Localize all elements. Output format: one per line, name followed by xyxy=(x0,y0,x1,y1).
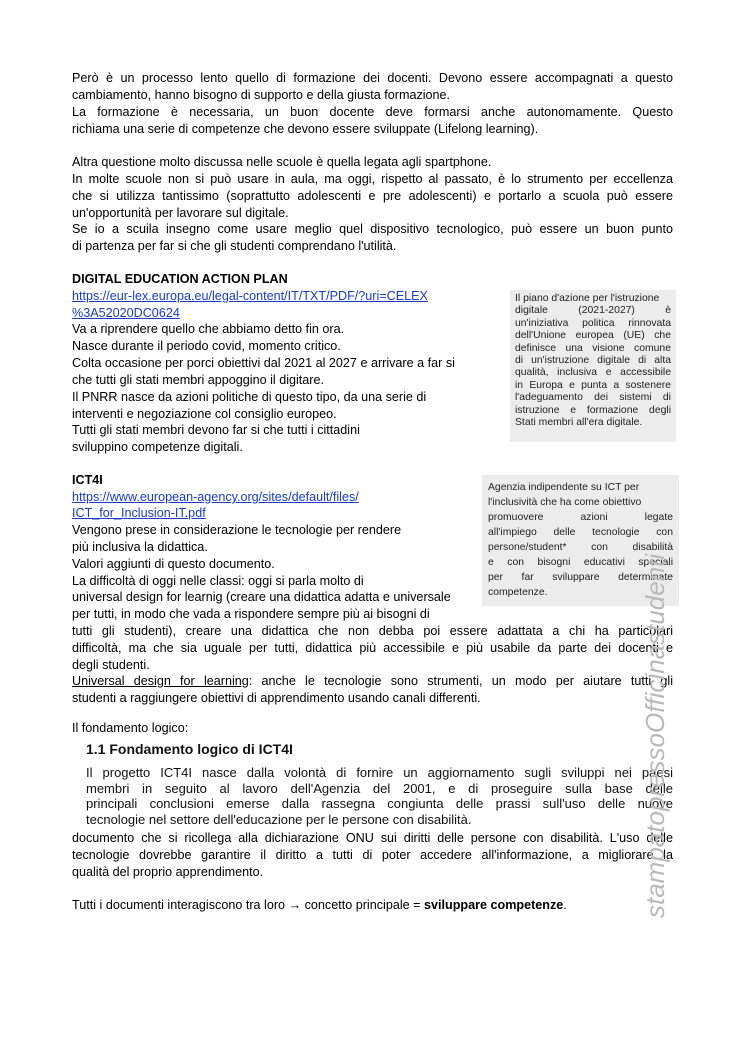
clipping-line: Agenzia indipendente su ICT per xyxy=(488,482,640,493)
paragraph-line: sviluppino competenze digitali. xyxy=(72,440,243,454)
paragraph-line: cambiamento, hanno bisogno di supporto e della giusta formazione. xyxy=(72,88,451,102)
paragraph-line: che tutti gli stati membri appoggino il digitare. xyxy=(72,373,325,387)
clipping-line: in Europa e punta a sostenere xyxy=(515,379,671,391)
paragraph-line: Colta occasione per porci obiettivi dal 2021 al 2027 e arrivare a far si xyxy=(72,356,455,370)
paragraph-line: che si utilizza tantissimo (soprattutto adolescenti e pre adolescenti) e portarlo a scuola può essere xyxy=(72,189,673,203)
clipping-line: promuovere azioni legate xyxy=(488,512,673,523)
quoted-doc-heading: 1.1 Fondamento logico di ICT4I xyxy=(86,741,293,757)
paragraph-line: Valori aggiunti di questo documento. xyxy=(72,557,275,571)
paragraph-line: tecnologie dovrebbe garantire il diritto a tutti di poter accedere all'informazione, a migliorare la xyxy=(72,848,673,862)
paragraph-line: Altra questione molto discussa nelle scuole è quella legata agli spartphone. xyxy=(72,155,492,169)
paragraph-line: In molte scuole non si può usare in aula, ma oggi, rispetto al passato, è lo strumento per eccellenza xyxy=(72,172,673,186)
paragraph-line: Vengono prese in considerazione le tecnologie per rendere xyxy=(72,523,402,537)
paragraph-line: interventi e negoziazione col consiglio europeo. xyxy=(72,407,337,421)
paragraph-line: studenti a raggiungere obiettivi di apprendimento usando canali differenti. xyxy=(72,691,481,705)
clipping-line: definisce una visione comune xyxy=(515,342,671,354)
clipping-line: all'impiego delle tecnologie con xyxy=(488,527,673,538)
clipping-line: competenze. xyxy=(488,587,548,598)
paragraph-line: Tutti gli stati membri devono far si che tutti i cittadini xyxy=(72,423,360,437)
paragraph-line: difficoltà, ma che sia uguale per tutti, didattica più accessibile e più usabile da parte dei docenti e xyxy=(72,641,673,655)
paragraph-line: più inclusiva la didattica. xyxy=(72,540,208,554)
quoted-doc-line: principali conclusioni emerse dalla rassegna congiunta delle prassi sull'uso delle nuove xyxy=(86,796,673,811)
paragraph-line: La formazione è necessaria, un buon docente deve formarsi anche autonomamente. Questo xyxy=(72,105,673,119)
section-heading-deap: DIGITAL EDUCATION ACTION PLAN xyxy=(72,272,288,286)
deap-link-continued[interactable]: %3A52020DC0624 xyxy=(72,306,180,320)
paragraph-line xyxy=(72,673,673,690)
clipping-line: dell'Unione europea (UE) che xyxy=(515,330,671,342)
clipping-line: Il piano d'azione per l'istruzione xyxy=(515,293,660,304)
clipping-line: persone/student* con disabilità xyxy=(488,542,673,553)
paragraph-line: Va a riprendere quello che abbiamo detto fin ora. xyxy=(72,322,345,336)
paragraph-line: di partenza per far si che gli studenti comprendano l'utilità. xyxy=(72,239,397,253)
paragraph-line: degli studenti. xyxy=(72,658,150,672)
clipping-line: Stati membri all'era digitale. xyxy=(515,417,643,429)
paragraph-line: Nasce durante il periodo covid, momento critico. xyxy=(72,339,341,353)
ict4i-link[interactable]: https://www.european-agency.org/sites/default/files/ xyxy=(72,490,359,504)
paragraph-line: Però è un processo lento quello di formazione dei docenti. Devono essere accompagnati a questo xyxy=(72,71,673,85)
udl-term: Universal design for learning xyxy=(72,674,249,688)
paragraph-line: richiama una serie di competenze che devono essere sviluppate (Lifelong learning). xyxy=(72,122,539,136)
clipping-line: e con bisogni educativi speciali xyxy=(488,557,673,568)
conclusion-line xyxy=(72,897,567,914)
paragraph-line: La difficoltà di oggi nelle classi: oggi si parla molto di xyxy=(72,574,364,588)
clipping-line: qualità, inclusiva e accessibile xyxy=(515,367,671,379)
conclusion-text: Tutti i documenti interagiscono tra loro → concetto principale = xyxy=(72,898,424,912)
paragraph-line: Il PNRR nasce da azioni politiche di questo tipo, da una serie di xyxy=(72,390,427,404)
paragraph-line: universal design for learnig (creare una didattica adatta e universale xyxy=(72,590,451,604)
deap-clipping xyxy=(510,290,676,442)
udl-definition: : anche le tecnologie sono strumenti, un modo per aiutare tutti gli xyxy=(248,674,673,688)
clipping-line: l'adeguamento dei sistemi di xyxy=(515,392,671,404)
conclusion-period: . xyxy=(563,898,567,912)
paragraph-line: tutti gli studenti), creare una didattica che non debba poi essere adattata a chi ha particolari xyxy=(72,624,673,638)
watermark: stampatopressoOfficinastudenti xyxy=(640,553,670,918)
paragraph-line: per tutti, in modo che vada a rispondere sempre più ai bisogni di xyxy=(72,607,430,621)
paragraph-line: documento che si ricollega alla dichiarazione ONU sui diritti delle persone con disabilità. L'uso delle xyxy=(72,831,673,845)
quoted-doc-line: Il progetto ICT4I nasce dalla volontà di fornire un aggiornamento sugli sviluppi nei paesi xyxy=(86,765,673,780)
clipping-line: digitale (2021-2027) è xyxy=(515,305,671,317)
paragraph-line: un'opportunità per lavorare sul digitale. xyxy=(72,206,289,220)
clipping-line: l'inclusività che ha come obiettivo xyxy=(488,497,642,508)
section-heading-ict4i: ICT4I xyxy=(72,473,103,487)
paragraph-line: Il fondamento logico: xyxy=(72,721,189,735)
paragraph-line: Se io a scuila insegno come usare meglio quel dispositivo tecnologico, può essere un buon punto xyxy=(72,222,673,236)
quoted-doc-line: membri in seguito al lavoro dell'Agenzia del 2001, e di proseguire sulla base delle xyxy=(86,781,673,796)
clipping-line: per far sviluppare determinate xyxy=(488,572,673,583)
ict4i-link-continued[interactable]: ICT_for_Inclusion-IT.pdf xyxy=(72,506,206,520)
deap-link[interactable]: https://eur-lex.europa.eu/legal-content/IT/TXT/PDF/?uri=CELEX xyxy=(72,289,428,303)
clipping-line: di un'istruzione digitale di alta xyxy=(515,355,671,367)
clipping-line: un'iniziativa politica rinnovata xyxy=(515,317,671,329)
quoted-doc-line: tecnologie nel settore dell'educazione per le persone con disabilità. xyxy=(86,812,472,827)
paragraph-line: qualità del proprio apprendimento. xyxy=(72,865,264,879)
clipping-line: istruzione e formazione degli xyxy=(515,404,671,416)
key-concept: sviluppare competenze xyxy=(424,898,564,912)
